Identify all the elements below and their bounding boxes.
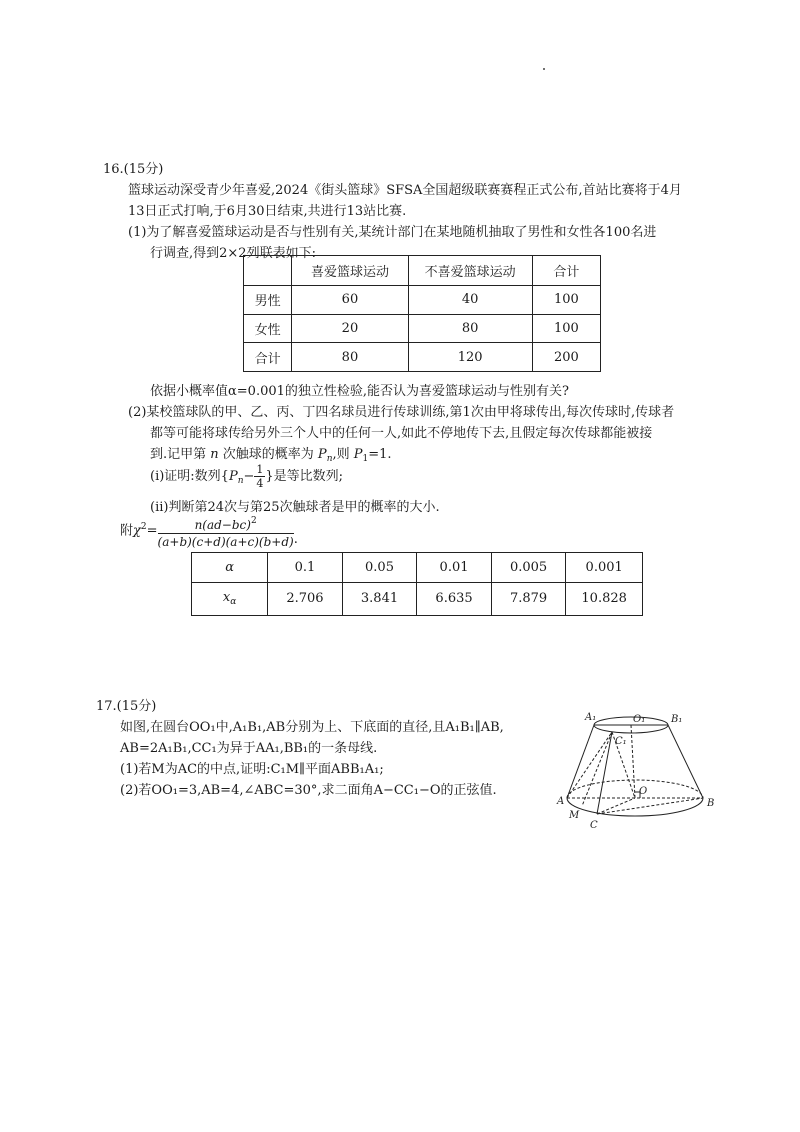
q17-line3: (1)若M为AC的中点,证明:C₁M∥平面ABB₁A₁; xyxy=(120,762,384,777)
table-row xyxy=(192,553,643,583)
table-header-cell xyxy=(244,256,292,286)
table-cell: 2.706 xyxy=(268,582,343,615)
table-cell: 0.001 xyxy=(566,553,643,583)
table-cell: 0.005 xyxy=(491,553,566,583)
table-header-cell: 喜爱篮球运动 xyxy=(292,256,408,286)
q16-part1-question: 依据小概率值α=0.001的独立性检验,能否认为喜爱篮球运动与性别有关? xyxy=(150,384,569,399)
table-cell: 60 xyxy=(292,286,408,315)
q17-header: 17.(15分) xyxy=(96,699,157,714)
generatrix-AA1 xyxy=(567,725,594,798)
axis-OO1 xyxy=(631,725,635,798)
q16-header: 16.(15分) xyxy=(103,162,164,177)
contingency-table xyxy=(243,255,601,372)
frustum-figure xyxy=(555,708,725,834)
table-cell: 3.841 xyxy=(342,582,417,615)
q17-line4: (2)若OO₁=3,AB=4,∠ABC=30°,求二面角A−CC₁−O的正弦值. xyxy=(120,783,497,798)
q16-part2-line1: (2)某校篮球队的甲、乙、丙、丁四名球员进行传球训练,第1次由甲将球传出,每次传球时,传球者 xyxy=(128,405,675,420)
line-CB xyxy=(597,798,703,814)
table-row xyxy=(244,343,601,372)
table-cell: 40 xyxy=(408,286,532,315)
q16-sub-ii: (ⅱ)判断第24次与第25次触球者是甲的概率的大小. xyxy=(150,500,440,515)
table-cell: 100 xyxy=(532,286,600,315)
label-A: A xyxy=(557,796,565,807)
table-cell: 80 xyxy=(408,314,532,343)
table-cell: 200 xyxy=(532,343,600,372)
q16-part1-line1: (1)为了解喜爱篮球运动是否与性别有关,某统计部门在某地随机抽取了男性和女性各100名进 xyxy=(128,225,657,240)
q16-sub-i: (ⅰ)证明:数列{$P_n-$ $\frac{1}{4}$ }是等比数列; xyxy=(150,463,344,490)
table-cell: 6.635 xyxy=(417,582,492,615)
fraction: $\frac{1}{4}$ xyxy=(256,463,264,490)
label-C: C xyxy=(590,820,598,831)
q17-line1: 如图,在圆台OO₁中,A₁B₁,AB分别为上、下底面的直径,且A₁B₁∥AB, xyxy=(120,720,504,735)
line-C1M xyxy=(582,732,612,806)
critical-value-table xyxy=(191,552,643,616)
table-cell: 120 xyxy=(408,343,532,372)
label-M: M xyxy=(569,810,580,821)
table-cell: $x_\alpha$ xyxy=(192,582,268,615)
table-cell: 100 xyxy=(532,314,600,343)
table-header-cell: 合计 xyxy=(532,256,600,286)
q17-line2: AB=2A₁B₁,CC₁为异于AA₁,BB₁的一条母线. xyxy=(120,741,378,756)
label-C1: C₁ xyxy=(615,736,627,747)
label-O1: O₁ xyxy=(633,714,646,725)
table-cell: 女性 xyxy=(244,314,292,343)
generatrix-CC1 xyxy=(597,732,612,814)
label-B: B xyxy=(707,798,715,809)
table-cell: 合计 xyxy=(244,343,292,372)
table-row xyxy=(244,314,601,343)
table-cell: 10.828 xyxy=(566,582,643,615)
table-row xyxy=(192,582,643,615)
label-O: O xyxy=(639,786,648,797)
generatrix-BB1 xyxy=(668,725,703,798)
q16-intro-line2: 13日正式打响,于6月30日结束,共进行13站比赛. xyxy=(128,204,407,219)
table-cell: 0.05 xyxy=(342,553,417,583)
table-cell: 0.1 xyxy=(268,553,343,583)
table-cell: α xyxy=(192,553,268,583)
table-cell: 80 xyxy=(292,343,408,372)
line-CO xyxy=(597,798,635,814)
chi-square-formula: 附$\chi^2=$ $\frac{n(ad-bc)^2}{(a+b)(c+d)(a+c)(b+d)}$ . xyxy=(120,513,298,550)
scan-speck xyxy=(543,68,545,70)
label-B1: B₁ xyxy=(671,714,683,725)
table-cell: 20 xyxy=(292,314,408,343)
table-cell: 男性 xyxy=(244,286,292,315)
q16-part2-line2: 都等可能将球传给另外三个人中的任何一人,如此不停地传下去,且假定每次传球都能被接 xyxy=(150,426,653,441)
table-cell: 0.01 xyxy=(417,553,492,583)
table-header-cell: 不喜爱篮球运动 xyxy=(408,256,532,286)
label-A1: A₁ xyxy=(585,712,597,723)
table-cell: 7.879 xyxy=(491,582,566,615)
table-row xyxy=(244,286,601,315)
q16-part2-line3: 到.记甲第 n 次触球的概率为 $P_n$,则 $P_1=1$. xyxy=(150,447,392,464)
q16-intro-line1: 篮球运动深受青少年喜爱,2024《街头篮球》SFSA全国超级联赛赛程正式公布,首站比赛将于4月 xyxy=(128,183,682,198)
q16-part1-line2: 行调查,得到2×2列联表如下: xyxy=(150,246,316,261)
